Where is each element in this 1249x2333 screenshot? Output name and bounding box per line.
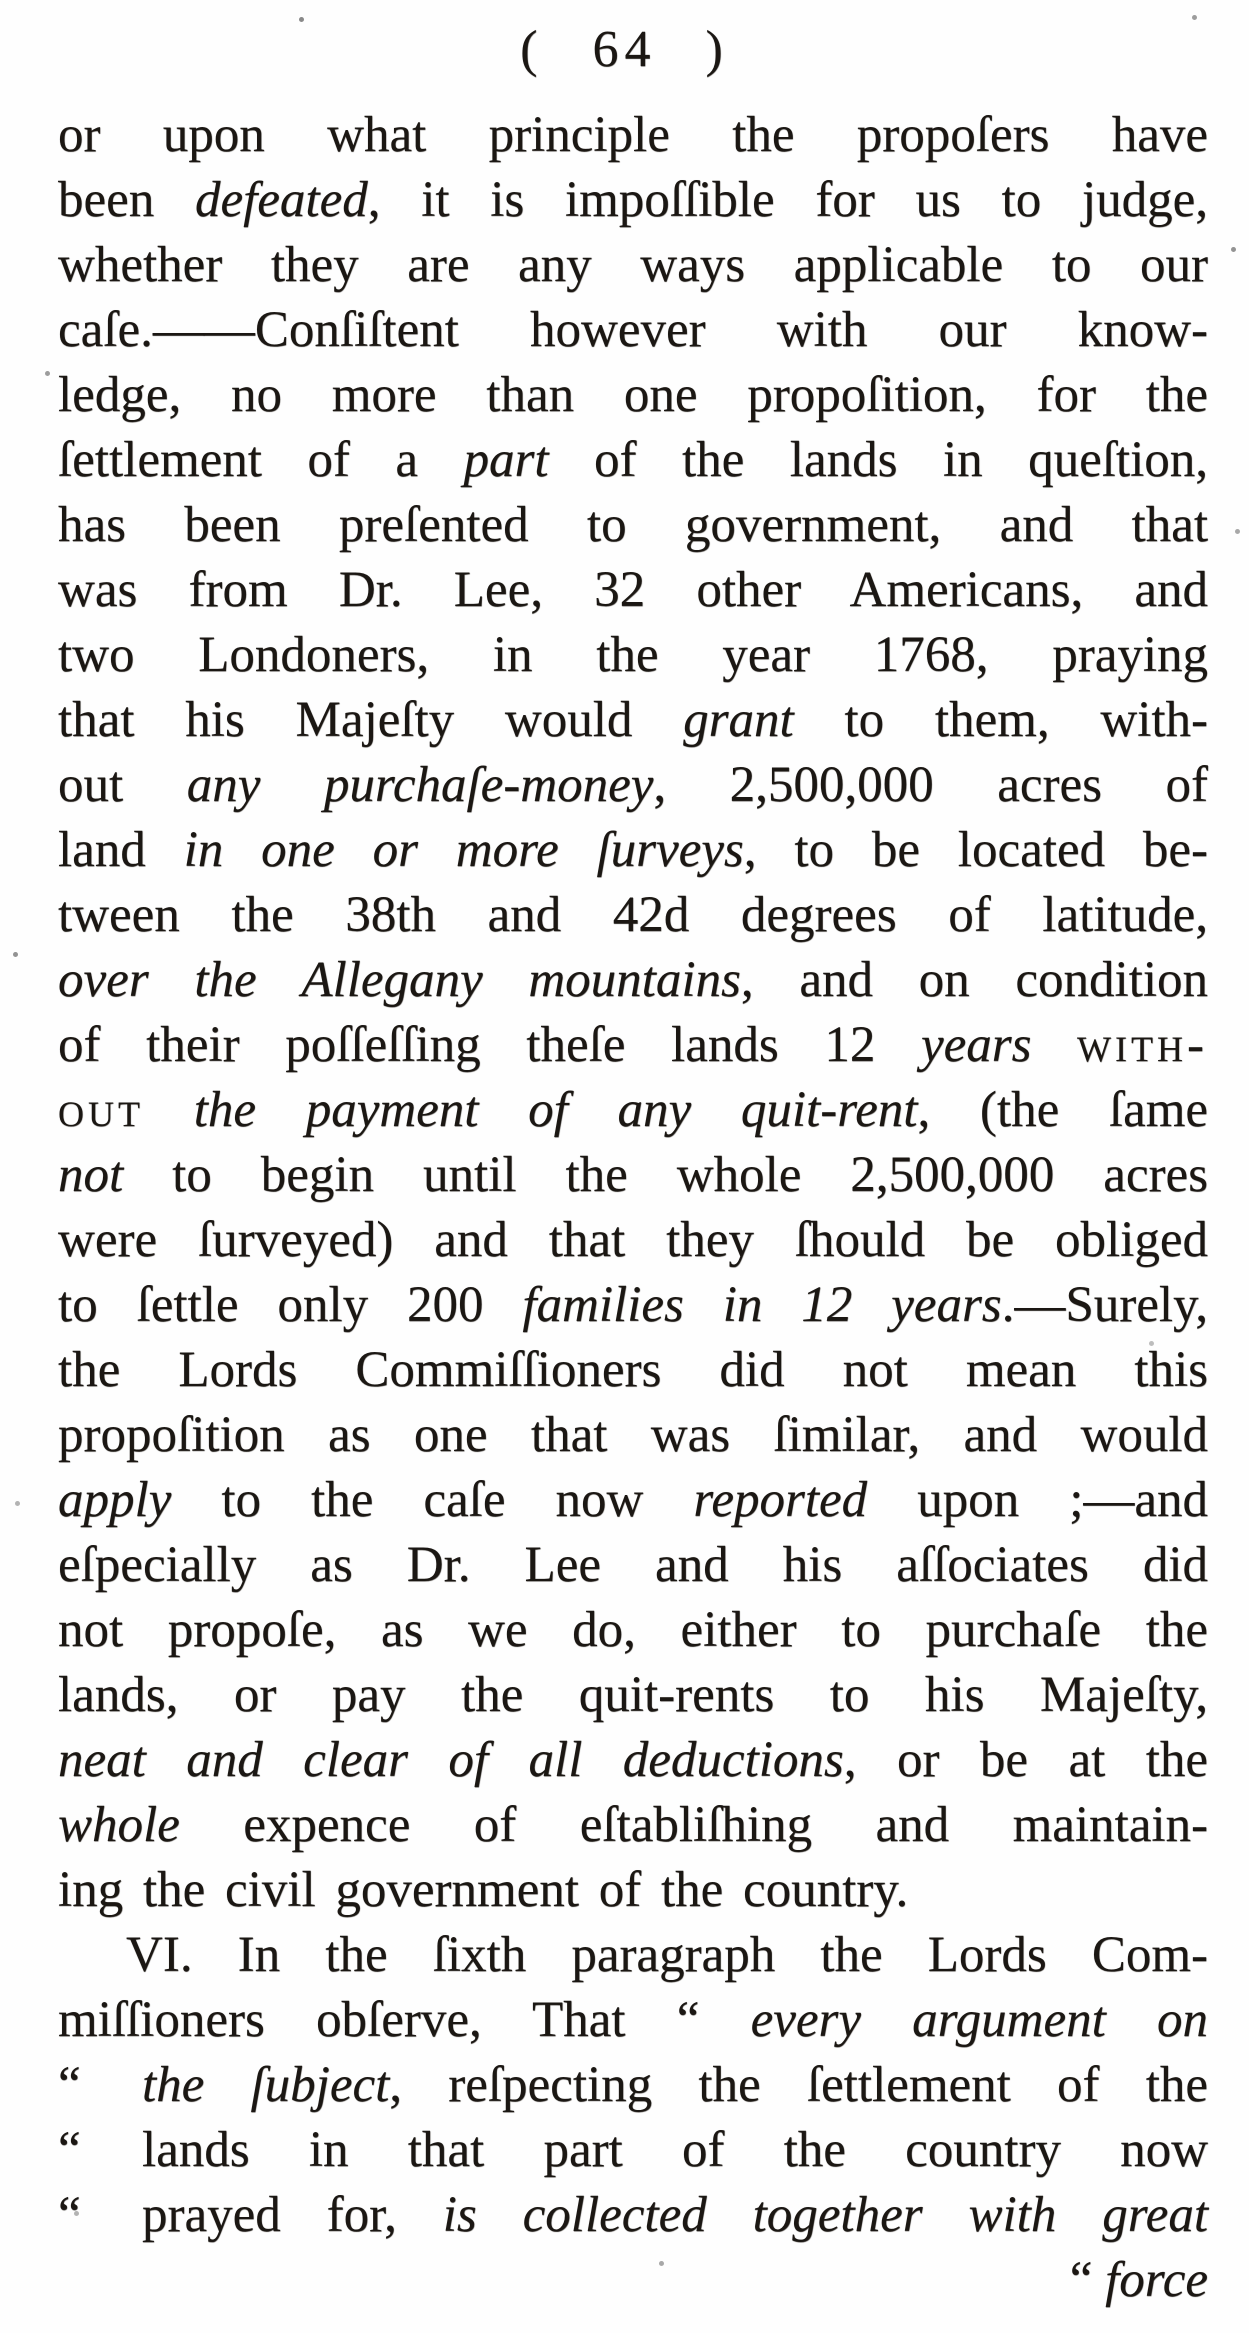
text-line [58,1208,1208,1273]
italic-run: neat and clear of all deductions [58,1732,844,1788]
text-run: not propoſe, as we do, either to purchaſe the [58,1602,1208,1658]
text-line [58,103,1208,168]
italic-run: grant [683,692,794,748]
text-run: VI. In the ſixth paragraph the Lords Com- [126,1927,1208,1983]
text-run: “ [1069,2252,1106,2308]
text-line [58,948,1208,1013]
text-line [58,1403,1208,1468]
italic-run: years [920,1017,1032,1073]
text-run: , or be at the [843,1732,1209,1788]
text-line [58,1078,1208,1143]
text-run: eſpecially as Dr. Lee and his aſſociates did [58,1537,1208,1593]
text-run: , and on condition [740,952,1208,1008]
italic-run: apply [58,1472,172,1528]
text-run: propoſition as one that was ſimilar, and would [58,1407,1208,1463]
text-run: ing the civil government of the country. [58,1862,909,1918]
text-run: , 2,500,000 acres of [653,757,1208,813]
text-run: to ſettle only 200 [58,1277,523,1333]
italic-run: force [1105,2252,1208,2308]
text-line [58,233,1208,298]
text-run: that his Majeſty would [58,692,684,748]
quote-mark: “ [58,2122,81,2178]
text-run: to them, with- [793,692,1208,748]
text-run: .—Surely, [1001,1277,1208,1333]
text-run: ſettlement of a [58,432,464,488]
text-run: whether they are any ways applicable to our [58,237,1208,293]
italic-run: the payment of any quit-rent [193,1082,918,1138]
italic-run: in one or more ſurveys [183,822,744,878]
text-line [58,2183,1208,2248]
italic-run: is collected together with great [442,2187,1208,2243]
text-run: lands in that part of the country now [142,2122,1208,2178]
text-run: the Lords Commiſſioners did not mean this [58,1342,1208,1398]
text-run: has been preſented to government, and that [58,497,1208,553]
text-line [58,753,1208,818]
text-run: tween the 38th and 42d degrees of latitude, [58,887,1208,943]
text-run: ledge, no more than one propoſition, for the [58,367,1208,423]
italic-run: over the Allegany mountains [58,952,741,1008]
quote-mark: “ [58,2187,81,2243]
italic-run: defeated [194,172,368,228]
italic-run: the ſubject [142,2057,390,2113]
italic-run: every argument on [750,1992,1208,2048]
text-run: of their poſſeſſing theſe lands 12 [58,1017,921,1073]
text-run: , (the ſame [917,1082,1209,1138]
text-run: out [58,1082,144,1138]
scan-noise [0,0,3,3]
text-run: two Londoners, in the year 1768, praying [58,627,1208,683]
text-line [58,2118,1208,2183]
text-run: expence of eſtabliſhing and maintain- [179,1797,1208,1853]
text-run: to begin until the whole 2,500,000 acres [123,1147,1208,1203]
text-run: of the lands in queſtion, [548,432,1208,488]
text-line [58,1923,1208,1988]
italic-run: any purchaſe-money [186,757,654,813]
text-line [58,1013,1208,1078]
text-line [58,818,1208,883]
text-run: or upon what principle the propoſers have [58,107,1208,163]
text-run: was from Dr. Lee, 32 other Americans, and [58,562,1208,618]
italic-run: whole [58,1797,180,1853]
text-line [58,1468,1208,1533]
text-run: , reſpecting the ſettlement of the [389,2057,1208,2113]
text-run: upon ;—and [867,1472,1208,1528]
catchword [58,2248,1208,2313]
text-line [58,688,1208,753]
text-line [58,298,1208,363]
text-line [58,1533,1208,1598]
text-line [58,1793,1208,1858]
text-line [58,428,1208,493]
text-line [58,1143,1208,1208]
page-number: ( 64 ) [520,21,729,78]
text-line [58,363,1208,428]
text-line [58,883,1208,948]
italic-run: part [463,432,549,488]
text-line [58,2053,1208,2118]
text-line [58,1858,1208,1923]
text-line [58,623,1208,688]
text-run: land [58,822,184,878]
text-run: to the caſe now [171,1472,694,1528]
text-run: out [58,757,187,813]
italic-run: not [58,1147,124,1203]
text-run: were ſurveyed) and that they ſhould be obliged [58,1212,1208,1268]
text-run: been [58,172,195,228]
text-run: miſſioners obſerve, That “ [58,1992,751,2048]
italic-run: reported [693,1472,868,1528]
text-line [58,558,1208,623]
text-line [58,1663,1208,1728]
text-line [58,168,1208,233]
text-run: , it is impoſſible for us to judge, [367,172,1208,228]
text-run: prayed for, [142,2187,443,2243]
text-line [58,1728,1208,1793]
italic-run: families in 12 years [522,1277,1002,1333]
text-line [58,493,1208,558]
text-run: caſe.——Conſiſtent however with our know- [58,302,1208,358]
text-line [58,1338,1208,1403]
text-line [58,1598,1208,1663]
text-run [144,1082,194,1138]
text-run: , to be located be- [743,822,1208,878]
text-run: with- [1077,1017,1208,1073]
quote-mark: “ [58,2057,81,2113]
text-run [1031,1017,1077,1073]
text-line [58,1273,1208,1338]
text-block [58,103,1208,2313]
text-line [58,1988,1208,2053]
text-run: lands, or pay the quit-rents to his Majeſty, [58,1667,1208,1723]
